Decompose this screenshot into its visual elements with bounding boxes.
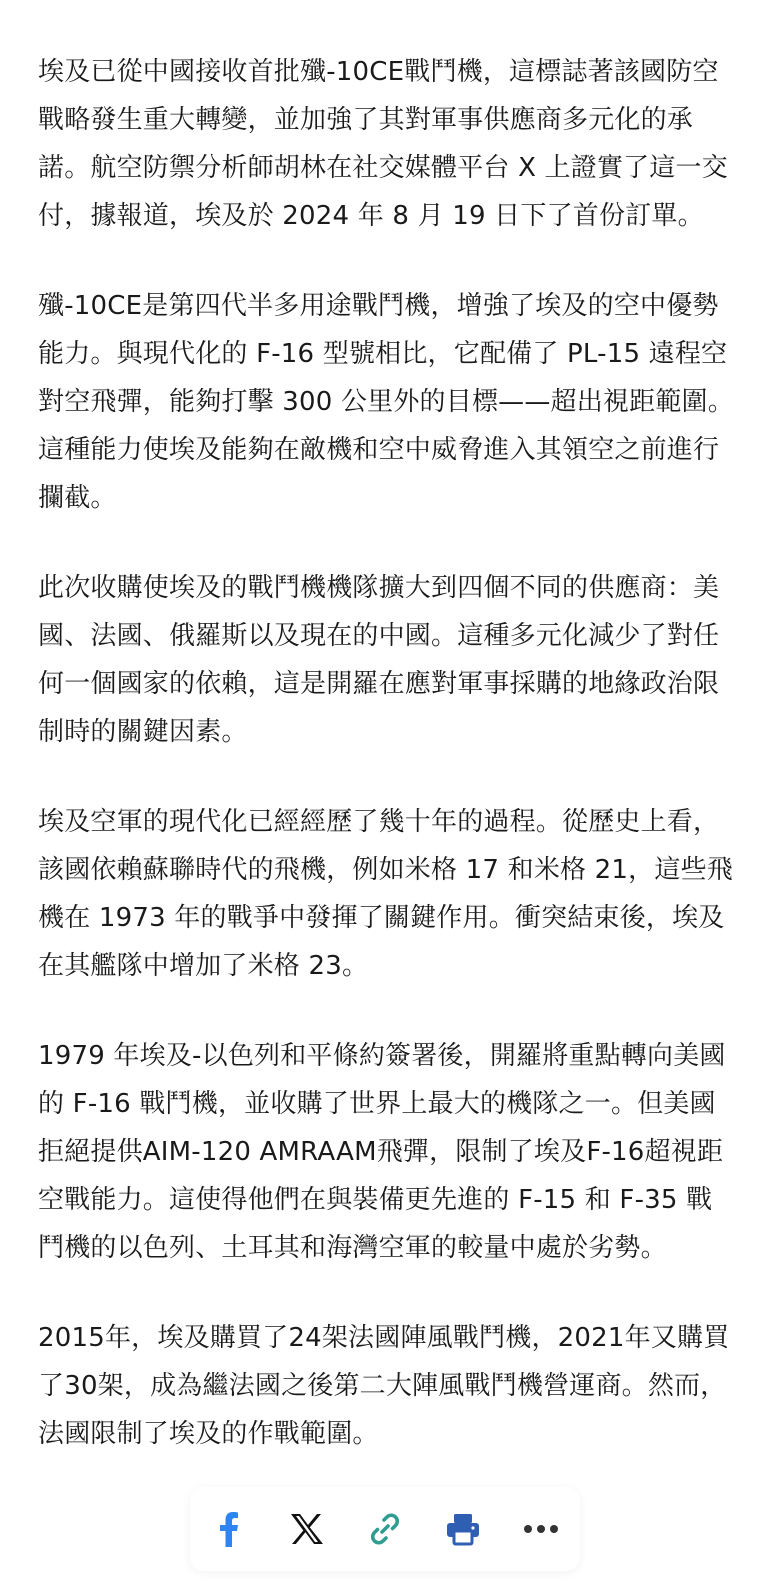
facebook-share-button[interactable] xyxy=(203,1503,255,1555)
more-options-button[interactable] xyxy=(515,1503,567,1555)
print-icon xyxy=(445,1512,481,1546)
more-icon xyxy=(523,1524,559,1534)
x-share-button[interactable] xyxy=(281,1503,333,1555)
facebook-icon xyxy=(219,1511,239,1547)
article-paragraph-4: 埃及空軍的現代化已經經歷了幾十年的過程。從歷史上看，該國依賴蘇聯時代的飛機，例如米格 17 和米格 21，這些飛機在 1973 年的戰爭中發揮了關鍵作用。衝突結束後，埃及在其艦隊中增加了米格 23。 xyxy=(38,807,733,981)
article-paragraph-1: 埃及已從中國接收首批殲-10CE戰鬥機，這標誌著該國防空戰略發生重大轉變，並加強了其對軍事供應商多元化的承諾。航空防禦分析師胡林在社交媒體平台 X 上證實了這一交付，據報道，埃及於 2024 年 8 月 19 日下了首份訂單。 xyxy=(38,57,728,231)
article-paragraph-2: 殲-10CE是第四代半多用途戰鬥機，增強了埃及的空中優勢能力。與現代化的 F-16 型號相比，它配備了 PL-15 遠程空對空飛彈，能夠打擊 300 公里外的目標——超出視距範圍。這種能力使埃及能夠在敵機和空中威脅進入其領空之前進行攔截。 xyxy=(38,291,734,513)
share-toolbar xyxy=(190,1487,580,1571)
article-body xyxy=(38,48,738,1500)
print-button[interactable] xyxy=(437,1503,489,1555)
copy-link-button[interactable] xyxy=(359,1503,411,1555)
link-icon xyxy=(367,1511,403,1547)
article-paragraph-6: 2015年，埃及購買了24架法國陣風戰鬥機，2021年又購買了30架，成為繼法國之後第二大陣風戰鬥機營運商。然而，法國限制了埃及的作戰範圍。 xyxy=(38,1323,730,1449)
article-paragraph-5: 1979 年埃及-以色列和平條約簽署後，開羅將重點轉向美國的 F-16 戰鬥機，並收購了世界上最大的機隊之一。但美國拒絕提供AIM-120 AMRAAM飛彈，限制了埃及F-16超視距空戰能力。這使得他們在與裝備更先進的 F-15 和 F-35 戰鬥機的以色列、土耳其和海灣空軍的較量中處於劣勢。 xyxy=(38,1041,726,1263)
x-icon xyxy=(290,1513,324,1545)
article-paragraph-3: 此次收購使埃及的戰鬥機機隊擴大到四個不同的供應商：美國、法國、俄羅斯以及現在的中國。這種多元化減少了對任何一個國家的依賴，這是開羅在應對軍事採購的地緣政治限制時的關鍵因素。 xyxy=(38,573,720,747)
